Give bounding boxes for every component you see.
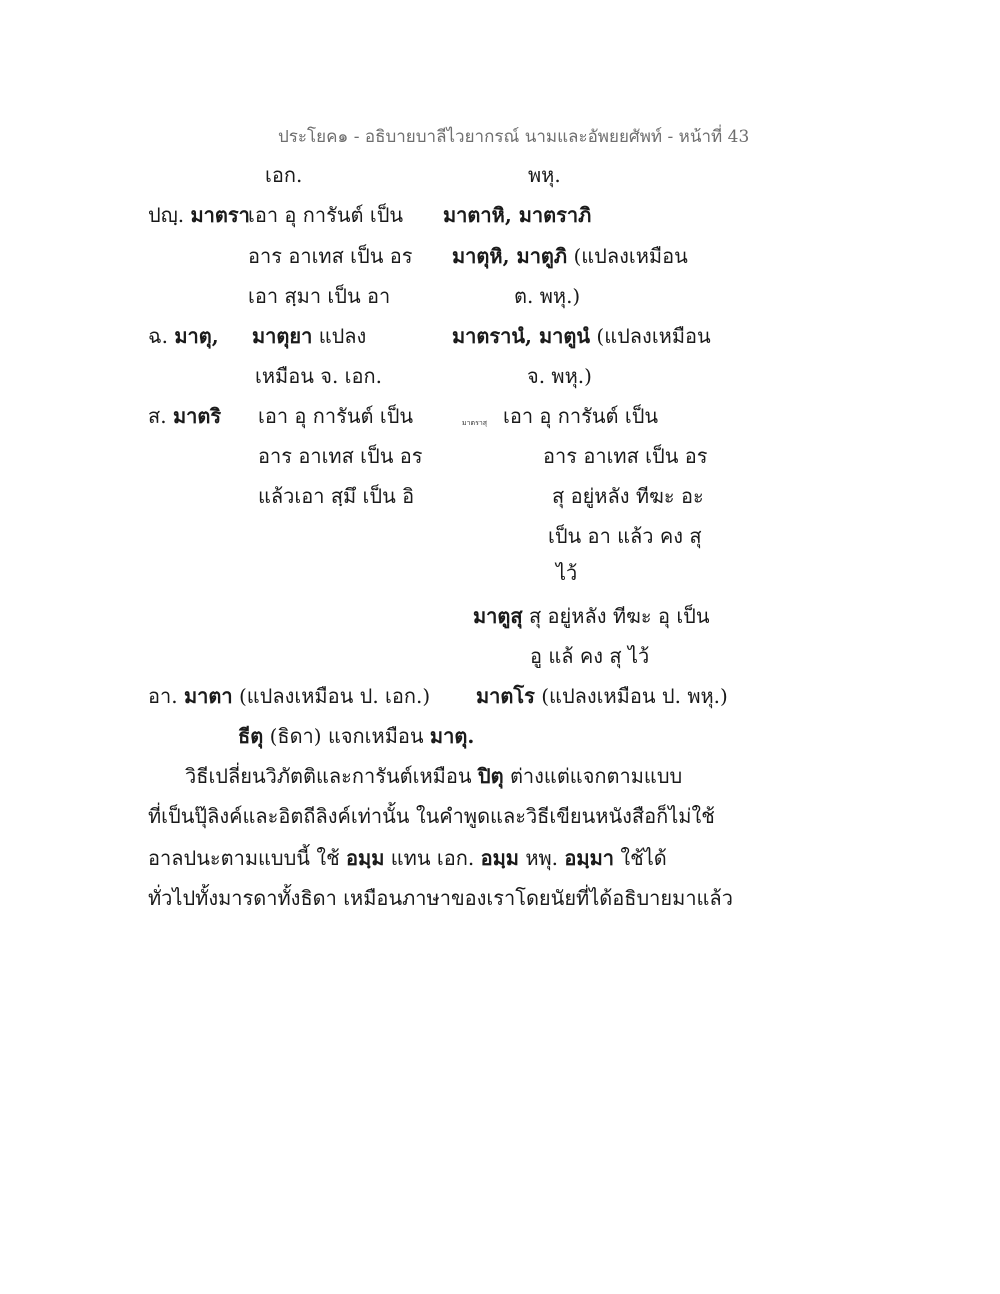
singular-form: มาตริ — [172, 404, 222, 428]
plural-forms: มาตาหิ, มาตราภิ — [443, 203, 592, 227]
plural-form: มาตโร (แปลงเหมือน ป. พหุ.) — [476, 684, 728, 708]
singular-form: มาตรา — [190, 203, 250, 227]
paragraph-line: ที่เป็นปุ๊ลิงค์และอิตถีลิงค์เท่านั้น ในคำพูดและวิธีเขียนหนังสือก็ไม่ใช้ — [148, 804, 715, 828]
case-label-genitive — [148, 323, 219, 349]
declension-note: ธีตุ (ธิดา) แจกเหมือน มาตุ. — [238, 724, 475, 748]
plural-form-small: มาตราสุ — [462, 419, 488, 427]
case-abbrev: ปญฺ. — [148, 203, 185, 227]
plural-rule-line: อู แล้ คง สุ ไว้ — [530, 644, 650, 668]
paragraph-line: วิธีเปลี่ยนวิภัตติและการันต์เหมือน ปิตุ ต่างแต่แจกตามแบบ — [185, 764, 683, 788]
singular-rule-line: อาร อาเทส เป็น อร — [258, 444, 423, 468]
plural-forms: มาตุหิ, มาตูภิ (แปลงเหมือน — [452, 244, 688, 268]
plural-note: ต. พหุ.) — [514, 284, 581, 308]
singular-note: (แปลงเหมือน ป. เอก.) — [238, 684, 431, 708]
singular-form: มาตา — [183, 684, 233, 708]
plural-form-alt: มาตูสุ สุ อยู่หลัง ทีฆะ อุ เป็น — [473, 604, 710, 628]
singular-form: มาตุ, — [174, 324, 219, 348]
running-header: ประโยค๑ - อธิบายบาลีไวยากรณ์ นามและอัพยยศัพท์ - หน้าที่ 43 — [278, 127, 750, 147]
plural-forms: มาตรานํ, มาตูนํ (แปลงเหมือน — [452, 324, 711, 348]
case-abbrev: อา. — [148, 684, 178, 708]
plural-rule-line: ไว้ — [556, 561, 578, 585]
case-label-locative — [148, 403, 221, 429]
singular-form-alt: มาตุยา แปลง — [252, 324, 367, 348]
singular-rule-line: แล้วเอา สฺมึ เป็น อิ — [258, 484, 415, 508]
case-abbrev: ส. — [148, 404, 167, 428]
plural-note: จ. พหุ.) — [527, 364, 592, 388]
plural-rule-line: เป็น อา แล้ว คง สุ — [548, 524, 702, 548]
case-label-vocative — [148, 683, 430, 709]
singular-rule-line: อาร อาเทส เป็น อร — [248, 244, 413, 268]
paragraph-line: ทั่วไปทั้งมารดาทั้งธิดา เหมือนภาษาของเราโดยนัยที่ได้อธิบายมาแล้ว — [148, 886, 733, 910]
plural-rule-line: อาร อาเทส เป็น อร — [543, 444, 708, 468]
singular-rule-line: เอา อุ การันต์ เป็น — [258, 404, 414, 428]
singular-note: เหมือน จ. เอก. — [255, 364, 382, 388]
paragraph-line: อาลปนะตามแบบนี้ ใช้ อมฺม แทน เอก. อมฺม หพุ. อมฺมา ใช้ได้ — [148, 846, 667, 870]
column-heading-plural: พหุ. — [528, 163, 561, 187]
case-label-ablative — [148, 202, 250, 228]
plural-rule-line: เอา อุ การันต์ เป็น — [503, 404, 659, 428]
case-abbrev: ฉ. — [148, 324, 168, 348]
column-heading-singular: เอก. — [265, 163, 303, 187]
singular-rule-line: เอา อุ การันต์ เป็น — [248, 203, 404, 227]
plural-rule-line: สุ อยู่หลัง ทีฆะ อะ — [552, 484, 704, 508]
singular-rule-line: เอา สฺมา เป็น อา — [248, 284, 391, 308]
